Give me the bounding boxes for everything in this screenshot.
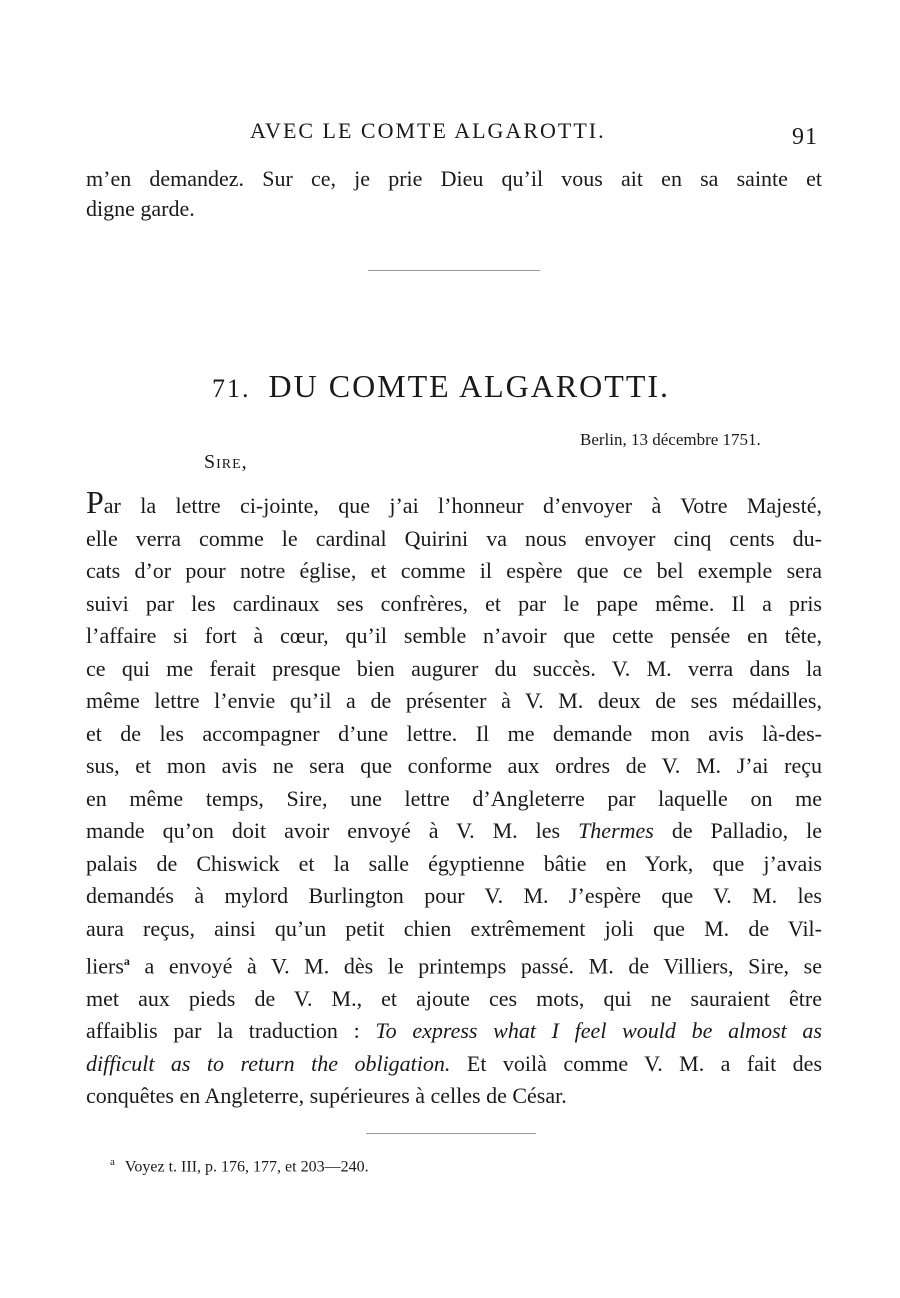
salutation-text: Sire, [204,451,248,473]
body-line-text: demandés à mylord Burlington pour V. M. J’espère que V. M. les [86,883,822,908]
body-line [86,523,822,556]
page-number: 91 [792,124,818,150]
body-line [86,945,822,983]
body-line [86,783,822,816]
drop-cap: P [86,484,104,520]
body-line-text: palais de Chiswick et la salle égyptienne bâtie en York, que j’avais [86,850,822,876]
body-line [86,1048,822,1081]
body-line-text: liers [86,953,124,979]
italic-text: To express what I feel would be almost as [375,1018,822,1044]
body-line-text: et de les accompagner d’une lettre. Il me demande mon avis là-des- [86,720,822,746]
italic-text: difficult as to return the obligation. [86,1050,451,1076]
body-line-text: de Palladio, le [653,818,822,843]
footnote-mark: a [110,1156,115,1168]
body-line [86,1080,822,1113]
body-line [86,880,822,913]
body-line [86,983,822,1016]
running-head-title: AVEC LE COMTE ALGAROTTI. [250,118,606,143]
body-line-text: elle verra comme le cardinal Quirini va nous envoyer cinq cents du- [86,525,822,551]
letter-number: 71. [212,374,251,403]
body-line-text: suivi par les cardinaux ses confrères, et par le pape même. Il a pris [86,590,822,616]
salutation [204,451,248,474]
body-line-text: sus, et mon avis ne sera que conforme aux ordres de V. M. J’ai reçu [86,753,822,778]
body-line-text: affaiblis par la traduction : [86,1018,376,1044]
letter-heading [212,368,670,405]
footnote-text: Voyez t. III, p. 176, 177, et 203—240. [124,1158,369,1176]
body-line-text: ce qui me ferait presque bien augurer du succès. V. M. verra dans la [86,655,822,681]
body-line-text: en même temps, Sire, une lettre d’Angleterre par laquelle on me [86,785,822,811]
dateline: Berlin, 13 décembre 1751. [580,430,761,449]
body-line [86,620,822,653]
body-line-text: met aux pieds de V. M., et ajoute ces mots, qui ne sauraient être [86,985,822,1011]
body-line-text: l’affaire si fort à cœur, qu’il semble n’avoir que cette pensée en tête, [86,623,822,648]
text-line: digne garde. [86,196,195,221]
body-line [86,555,822,588]
body-line [86,1015,822,1048]
body-line [86,848,822,881]
body-line-text: mande qu’on doit avoir envoyé à V. M. les [86,818,579,843]
body-line [86,653,822,686]
body-line [86,685,822,718]
body-line [86,750,822,783]
body-line [86,588,822,621]
letter-body [86,484,823,1113]
body-line [86,484,822,523]
section-divider [368,270,540,271]
body-line-text: ar la lettre ci-jointe, que j’ai l’honneur d’envoyer à Votre Majesté, [103,493,822,518]
previous-letter-ending [86,164,822,224]
body-line [86,718,822,751]
footnote [110,1156,369,1176]
text-line: m’en demandez. Sur ce, je prie Dieu qu’il vous ait en sa sainte et [86,166,822,191]
footnote-reference: a [123,954,130,968]
body-line [86,815,822,848]
body-line-text: a envoyé à V. M. dès le printemps passé. M. de Villiers, Sire, se [129,953,822,979]
body-line-text: conquêtes en Angleterre, supérieures à celles de César. [86,1083,567,1109]
body-line [86,913,822,946]
italic-text: Thermes [578,818,654,843]
body-line-text: cats d’or pour notre église, et comme il espère que ce bel exemple sera [86,558,822,583]
letter-title: DU COMTE ALGAROTTI. [268,368,671,404]
body-line-text: même lettre l’envie qu’il a de présenter à V. M. deux de ses médailles, [86,688,822,713]
body-line-text: aura reçus, ainsi qu’un petit chien extrêmement joli que M. de Vil- [86,915,822,941]
footnote-divider [366,1133,536,1134]
body-line-text: Et voilà comme V. M. a fait des [450,1050,823,1076]
